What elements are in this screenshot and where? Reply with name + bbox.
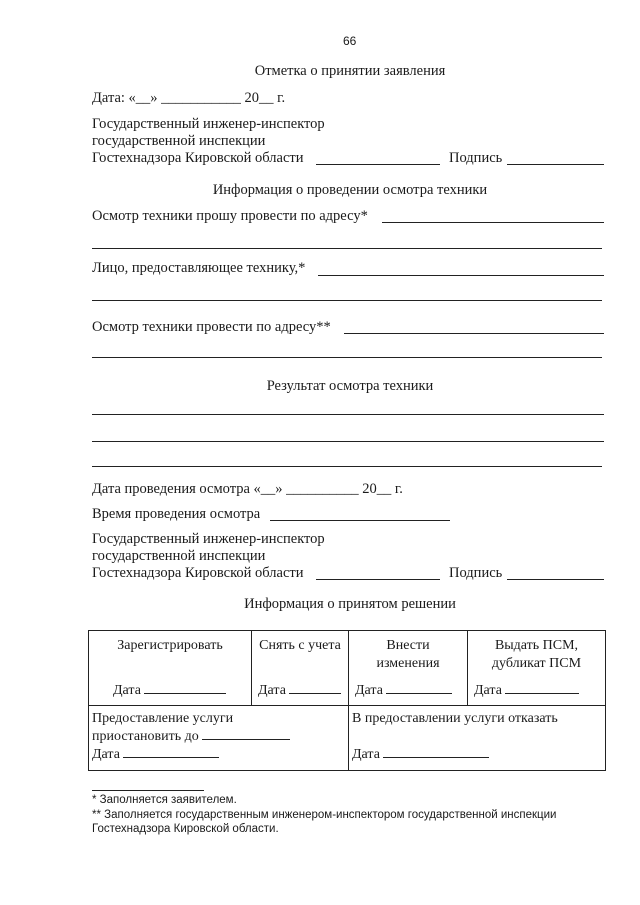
result-name-field[interactable]	[316, 579, 440, 580]
result-line-1[interactable]	[92, 414, 604, 415]
decision-suspend-date-label: Дата	[92, 747, 120, 762]
decision-register-date-label: Дата	[113, 683, 141, 698]
decision-issue-date-field[interactable]	[505, 681, 579, 694]
decision-register-date-field[interactable]	[144, 681, 226, 694]
footnote-divider	[92, 790, 204, 791]
result-line-3[interactable]	[92, 466, 602, 467]
receipt-signature-field[interactable]	[507, 164, 604, 165]
receipt-heading: Отметка о принятии заявления	[254, 63, 446, 79]
decision-refuse-date-label: Дата	[352, 747, 380, 762]
result-line-2[interactable]	[92, 441, 604, 442]
receipt-name-field[interactable]	[316, 164, 440, 165]
decision-suspend-date-field[interactable]	[123, 745, 219, 758]
address-conduct-field-cont[interactable]	[92, 357, 602, 358]
result-official-line1: Государственный инженер-инспектор	[92, 531, 325, 547]
decision-suspend-until-field[interactable]	[202, 727, 290, 740]
result-official-line3: Гостехнадзора Кировской области	[92, 565, 304, 581]
address-conduct-label: Осмотр техники провести по адресу**	[92, 319, 331, 335]
decision-deregister-date-label: Дата	[258, 683, 286, 698]
result-time-field[interactable]	[270, 520, 450, 521]
receipt-official-line2: государственной инспекции	[92, 133, 266, 149]
receipt-official-line3: Гостехнадзора Кировской области	[92, 150, 304, 166]
decision-suspend-label-1: Предоставление услуги	[92, 711, 234, 726]
decision-changes-date-label: Дата	[355, 683, 383, 698]
decision-changes-date-field[interactable]	[386, 681, 452, 694]
receipt-signature-label: Подпись	[449, 150, 503, 166]
decision-register-label: Зарегистрировать	[117, 638, 223, 653]
provider-label: Лицо, предоставляющее технику,*	[92, 260, 306, 276]
decision-cell-register[interactable]	[89, 631, 252, 706]
result-signature-field[interactable]	[507, 579, 604, 580]
inspection-info-heading: Информация о проведении осмотра техники	[212, 182, 488, 198]
footnote-2-line1: ** Заполняется государственным инженером-инспектором государственной инспекции	[92, 809, 557, 821]
footnote-1: * Заполняется заявителем.	[92, 794, 237, 806]
receipt-official-line1: Государственный инженер-инспектор	[92, 116, 325, 132]
address-conduct-field[interactable]	[344, 333, 604, 334]
result-date: Дата проведения осмотра «__» __________ 20__ г.	[92, 481, 403, 497]
result-signature-label: Подпись	[449, 565, 503, 581]
footnote-2-line2: Гостехнадзора Кировской области.	[92, 823, 279, 835]
decision-changes-label: Внести изменения	[376, 638, 440, 671]
page-number: 66	[343, 34, 357, 48]
decision-deregister-label: Снять с учета	[259, 638, 341, 653]
decision-suspend-label-2: приостановить до	[92, 729, 199, 744]
receipt-date: Дата: «__» ___________ 20__ г.	[92, 90, 286, 106]
decision-table	[88, 630, 606, 771]
decision-issue-label: Выдать ПСМ, дубликат ПСМ	[491, 638, 582, 671]
decision-refuse-date-field[interactable]	[383, 745, 489, 758]
decision-heading: Информация о принятом решении	[244, 596, 456, 612]
result-heading: Результат осмотра техники	[266, 378, 434, 394]
address-request-field-cont[interactable]	[92, 248, 602, 249]
result-time-label: Время проведения осмотра	[92, 506, 261, 522]
provider-field[interactable]	[318, 275, 604, 276]
provider-field-cont[interactable]	[92, 300, 602, 301]
decision-cell-suspend[interactable]	[89, 706, 349, 771]
decision-refuse-label: В предоставлении услуги отказать	[352, 711, 558, 726]
address-request-label: Осмотр техники прошу провести по адресу*	[92, 208, 368, 224]
decision-cell-issue[interactable]	[468, 631, 606, 706]
decision-issue-date-label: Дата	[474, 683, 502, 698]
address-request-field[interactable]	[382, 222, 604, 223]
decision-cell-refuse[interactable]	[349, 706, 606, 771]
result-official-line2: государственной инспекции	[92, 548, 266, 564]
